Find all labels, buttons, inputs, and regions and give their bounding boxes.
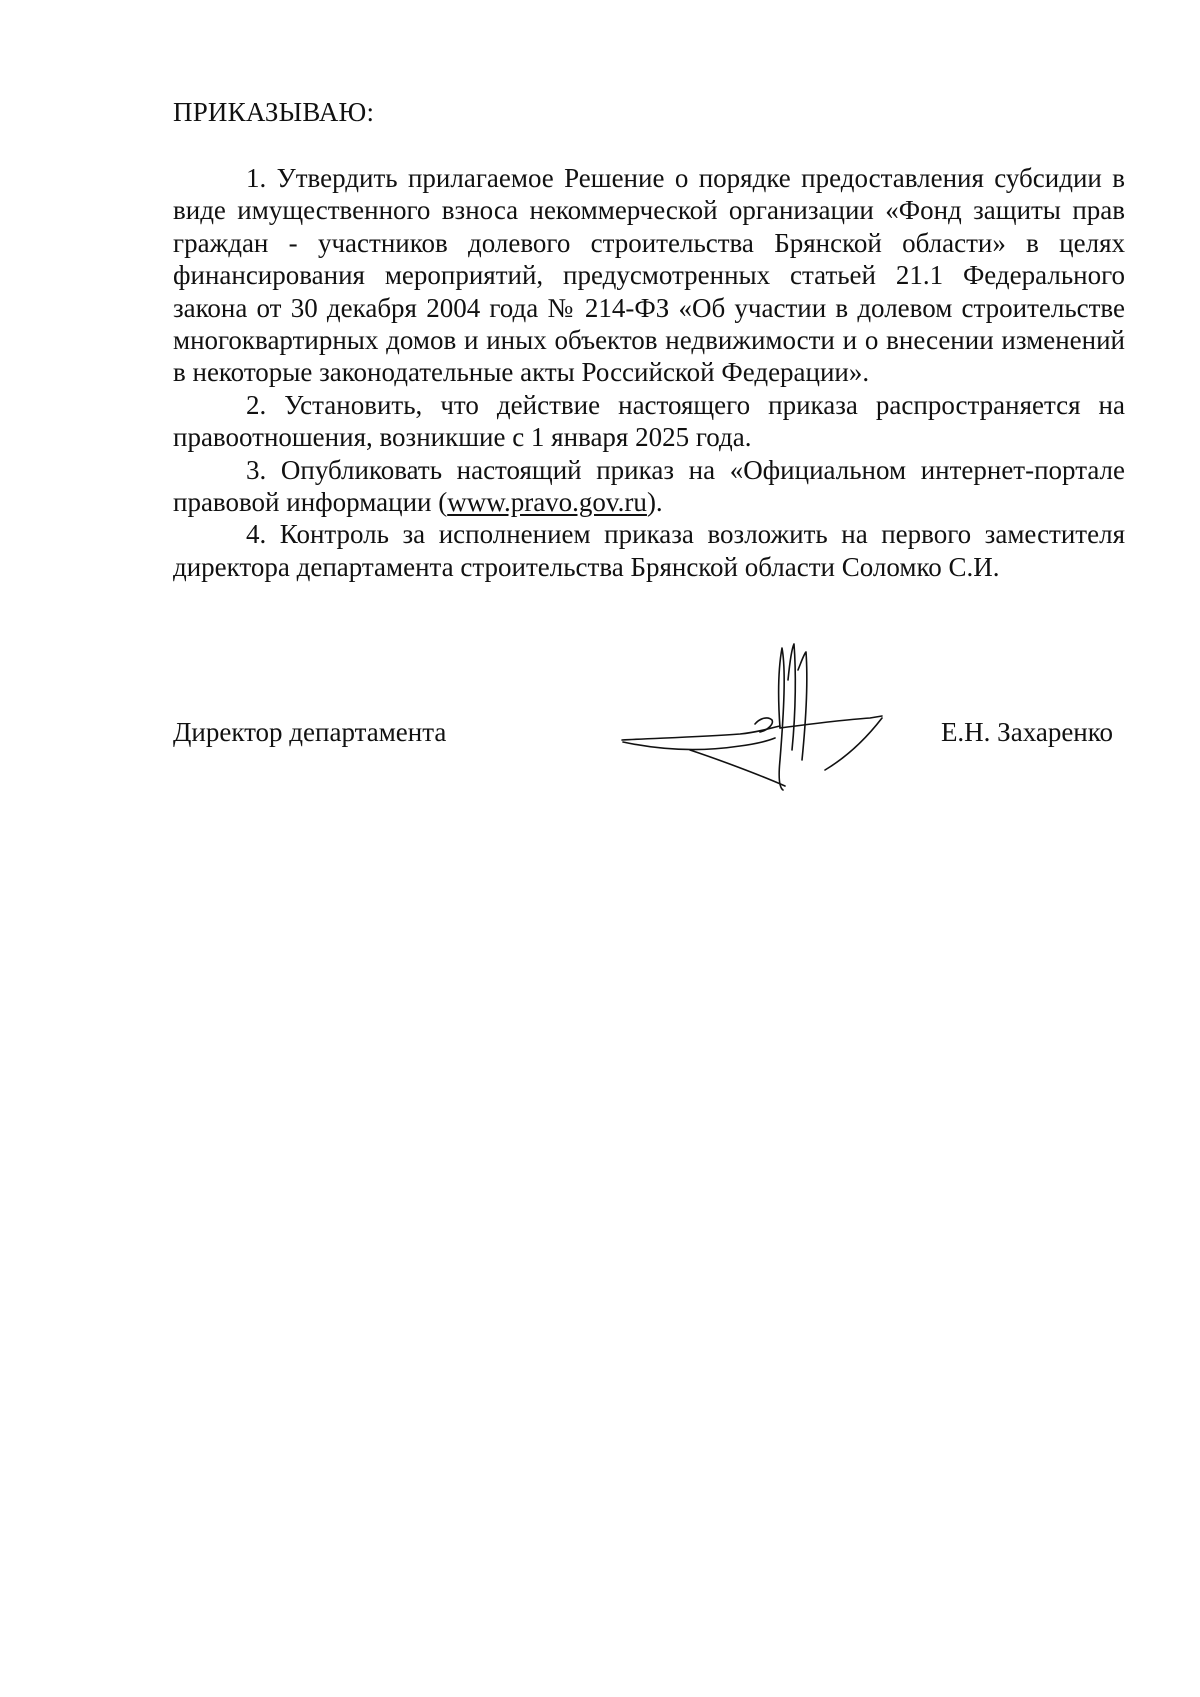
handwritten-signature — [620, 640, 890, 795]
order-item-2-text: 2. Установить, что действие настоящего приказа распространяется на правоотношения, возникшие с 1 января 2025 года. — [173, 389, 1125, 453]
order-heading: ПРИКАЗЫВАЮ: — [173, 97, 375, 127]
order-item-2 — [173, 389, 1125, 454]
order-item-3 — [173, 454, 1125, 519]
order-item-4-text: 4. Контроль за исполнением приказа возложить на первого заместителя директора департамента строительства Брянской области Соломко С.И. — [173, 519, 1125, 582]
signer-name: Е.Н. Захаренко — [940, 717, 1113, 747]
document-body — [173, 96, 1125, 583]
signer-position: Директор департамента — [173, 717, 447, 747]
pravo-gov-link[interactable]: www.pravo.gov.ru — [447, 487, 647, 518]
order-item-4 — [173, 518, 1125, 583]
order-item-1 — [173, 162, 1125, 389]
order-item-3-text-end: ). — [646, 487, 663, 518]
order-item-3-text: 3. Опубликовать настоящий приказ на «Официальном интернет-портале правовой информации ( — [173, 454, 1125, 518]
order-item-1-text: 1. Утвердить прилагаемое Решение о порядке предоставления субсидии в виде имущественного взноса некоммерческой организации «Фонд защиты прав граждан - участников долевого строительства Брянской области» в целях финансирования мероприятий, предусмотренных статьей 21.1 Федерального закона от 30 декабря 2004 года № 214-ФЗ «Об участии в долевом строительстве многоквартирных домов и иных объектов недвижимости и о внесении изменений в некоторые законодательные акты Российской Федерации». — [173, 163, 1125, 388]
